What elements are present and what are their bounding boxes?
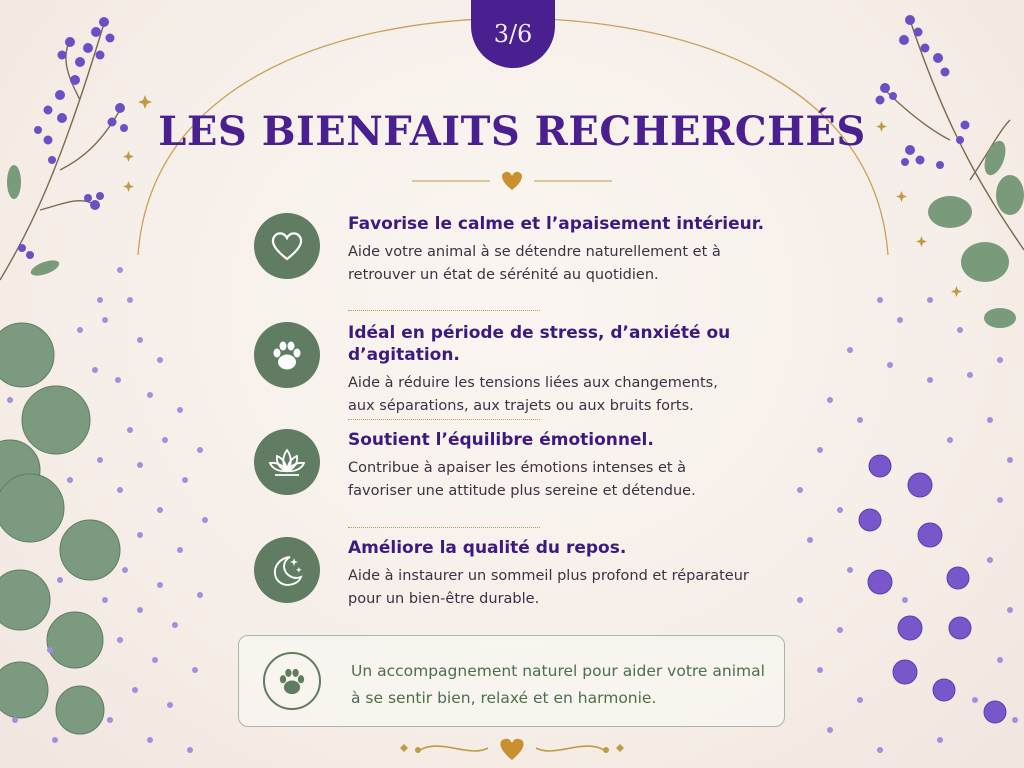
bottom-heart-icon [500,739,523,760]
right-gypsophila [797,297,1018,753]
benefit-heading: Favorise le calme et l’apaisement intérieur. [348,214,765,234]
benefit-heading: Idéal en période de stress, d’anxiété ou d’agitation. [348,323,731,365]
separator [348,527,540,528]
divider-heart-icon [502,172,522,190]
benefit-heading: Améliore la qualité du repos. [348,538,627,558]
paw-icon [254,322,320,388]
left-eucalyptus [0,323,120,734]
left-leaves [7,165,61,279]
benefit-description: Aide à réduire les tensions liées aux changements, aux séparations, aux trajets ou aux bruits forts. [348,375,718,414]
page-indicator-text: 3/6 [493,20,533,48]
benefit-description: Contribue à apaiser les émotions intenses et à favoriser une attitude plus sereine et détendue. [348,460,696,499]
paw-icon [263,652,321,710]
callout-box [238,635,785,727]
moon-stars-icon [254,537,320,603]
benefit-heading: Soutient l’équilibre émotionnel. [348,430,654,450]
benefit-description: Aide votre animal à se détendre naturellement et à retrouver un état de sérénité au quotidien. [348,244,721,283]
callout-text: Un accompagnement naturel pour aider votre animal à se sentir bien, relaxé et en harmonie. [351,662,765,707]
right-berries [859,455,1006,723]
heart-icon [254,213,320,279]
lotus-icon [254,429,320,495]
separator [348,310,540,311]
page-title: LES BIENFAITS RECHERCHÉS [158,108,866,155]
separator [348,419,540,420]
benefit-description: Aide à instaurer un sommeil plus profond et réparateur pour un bien-être durable. [348,568,749,607]
